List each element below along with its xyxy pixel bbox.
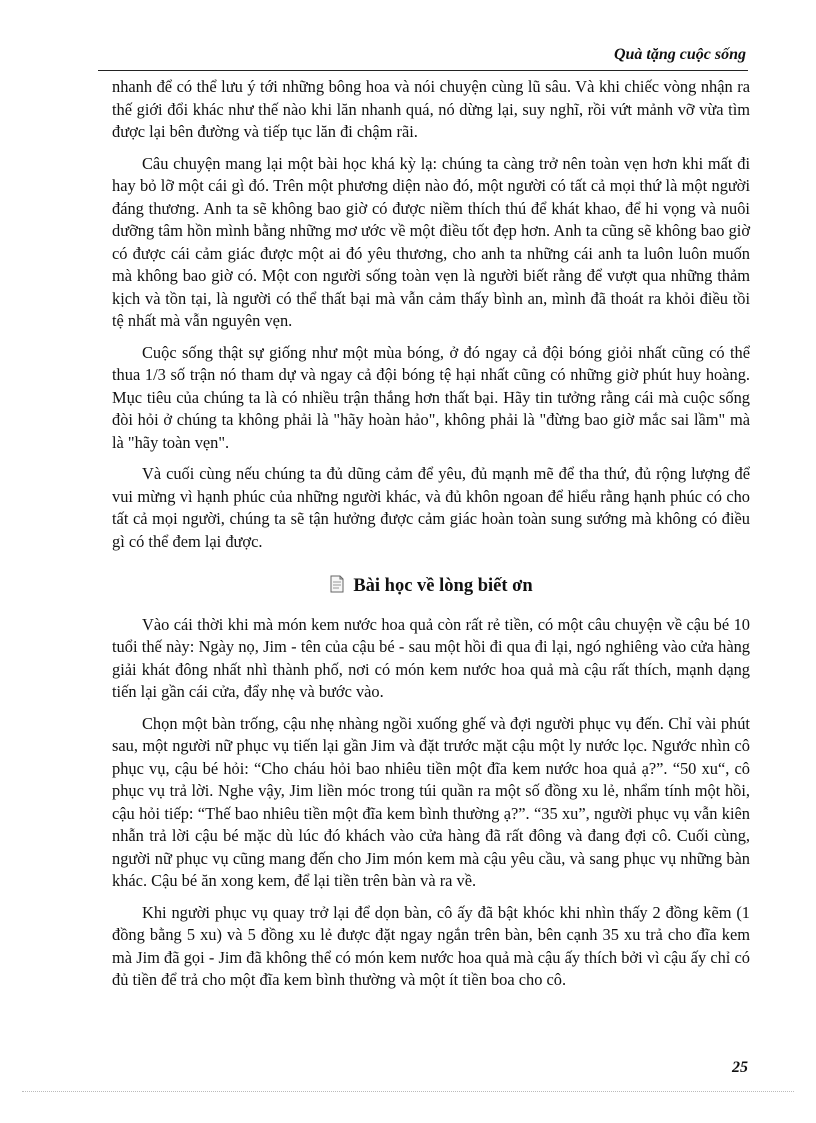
page-body <box>112 76 750 1001</box>
paragraph: Cuộc sống thật sự giống như một mùa bóng, ở đó ngay cả đội bóng giỏi nhất cũng có thể thua 1/3 số trận nó tham dự và ngay cả đội bóng tệ hại nhất cũng có những giờ phút huy hoàng. Mục tiêu của chúng ta là có nhiều trận thắng hơn thất bại. Hãy tin tưởng rằng cái mà cuộc sống đòi hỏi ở chúng ta không phải là "hãy hoàn hảo", không phải là "đừng bao giờ mắc sai lầm" mà là "hãy toàn vẹn". <box>112 342 750 452</box>
paragraph: Vào cái thời khi mà món kem nước hoa quả còn rất rẻ tiền, có một câu chuyện về cậu bé 10 tuổi thế này: Ngày nọ, Jim - tên của cậu bé - sau một hồi đi qua đi lại, ngó nghiêng vào cửa hàng giải khát đông nhất nhì thành phố, nơi có món kem nước hoa quả mà cậu rất thích, mạnh dạng tiến lại gần cái cửa, đẩy nhẹ và bước vào. <box>112 614 750 701</box>
bottom-rule <box>22 1091 794 1092</box>
running-header: Quà tặng cuộc sống <box>613 46 746 63</box>
paragraph: Câu chuyện mang lại một bài học khá kỳ lạ: chúng ta càng trở nên toàn vẹn hơn khi mất đi hay bỏ lỡ một cái gì đó. Trên một phương diện nào đó, một người có tất cả mọi thứ là một người đáng thương. Anh ta sẽ không bao giờ có được niềm thích thú để khát khao, để hi vọng và nuôi dưỡng tâm hồn mình bằng những mơ ước về một điều tốt đẹp hơn. Anh ta cũng sẽ không bao giờ có được cái cảm giác được một ai đó yêu thương, cho anh ta những cái anh ta luôn luôn muốn mà không bao giờ có. Một con người sống toàn vẹn là người biết rằng để vượt qua những thảm kịch và tồn tại, là người có thể thất bại mà vẫn cảm thấy bình an, mình đã thoát ra khỏi điều tồi tệ nhất mà vẫn nguyên vẹn. <box>112 153 750 330</box>
paragraph: Khi người phục vụ quay trở lại để dọn bàn, cô ấy đã bật khóc khi nhìn thấy 2 đồng kẽm (1 đồng bằng 5 xu) và 5 đồng xu lẻ được đặt ngay ngắn trên bàn, bên cạnh 35 xu trả cho đĩa kem mà Jim đã gọi - Jim đã không thể có món kem nước hoa quả mà cậu ấy thích bởi vì cậu ấy chỉ có đủ tiền để trả cho một đĩa kem bình thường và một ít tiền boa cho cô. <box>112 902 750 989</box>
page-number: 25 <box>732 1059 748 1076</box>
header-rule <box>98 70 748 71</box>
section-heading <box>112 575 750 598</box>
paragraph: Chọn một bàn trống, cậu nhẹ nhàng ngồi xuống ghế và đợi người phục vụ đến. Chỉ vài phút sau, một người nữ phục vụ tiến lại gần Jim và đặt trước mặt cậu một ly nước lọc. Ngước nhìn cô phục vụ, cậu bé hỏi: “Cho cháu hỏi bao nhiêu tiền một đĩa kem nước hoa quả ạ?”. “50 xu“, cô phục vụ trả lời. Nghe vậy, Jim liền móc trong túi quần ra một số đồng xu lẻ, nhẩm tính một hồi, cậu hỏi tiếp: “Thế bao nhiêu tiền một đĩa kem bình thường ạ?”. “35 xu”, người phục vụ vẫn kiên nhẫn trả lời cậu bé mặc dù lúc đó khách vào cửa hàng đã rất đông và đang đợi cô. Cuối cùng, người nữ phục vụ cũng mang đến cho Jim món kem mà cậu yêu cầu, và sang phục vụ những bàn khác. Cậu bé ăn xong kem, để lại tiền trên bàn và ra về. <box>112 713 750 890</box>
section-title: Bài học về lòng biết ơn <box>353 576 533 596</box>
paragraph: nhanh để có thể lưu ý tới những bông hoa và nói chuyện cùng lũ sâu. Và khi chiếc vòng nhận ra thế giới đổi khác như thế nào khi lăn nhanh quá, nó dừng lại, suy nghĩ, rồi vứt mảnh vỡ vừa tìm được lại bên đường và tiếp tục lăn đi chậm rãi. <box>112 77 750 141</box>
document-icon <box>329 575 345 593</box>
paragraph: Và cuối cùng nếu chúng ta đủ dũng cảm để yêu, đủ mạnh mẽ để tha thứ, đủ rộng lượng để vui mừng vì hạnh phúc của những người khác, và đủ khôn ngoan để hiểu rằng hạnh phúc có cho tất cả mọi người, chúng ta sẽ tận hưởng được cảm giác hoàn toàn sung sướng mà không có điều gì có thể đem lại được. <box>112 464 750 551</box>
